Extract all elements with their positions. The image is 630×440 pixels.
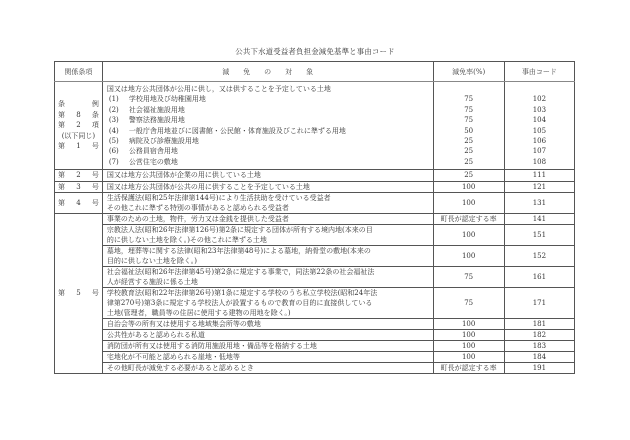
target-cell: その他町長が減免する必要があると認めるとき [102, 363, 433, 374]
code-value: 105 [532, 126, 547, 135]
table-row-article-3 [55, 181, 575, 193]
table-row-article-5 [55, 214, 575, 225]
table-row-article-4 [55, 193, 575, 214]
rate-value: 25 [464, 147, 474, 156]
rate-value: 100 [433, 341, 504, 352]
article-cell-5: 第 5 号 [55, 214, 103, 374]
target-cell: 公共性があると認められる私道 [102, 330, 433, 341]
table-row-article-1 [55, 82, 575, 170]
code-value: 161 [504, 267, 574, 288]
table-row [55, 341, 575, 352]
rate-value: 100 [433, 246, 504, 267]
rate-value: 75 [433, 288, 504, 319]
table-row [55, 225, 575, 246]
article-cell-1 [55, 82, 103, 170]
code-value: 121 [504, 181, 574, 193]
article-line: (以下同じ) [61, 131, 96, 140]
rate-cell-1 [433, 82, 504, 170]
code-value: 102 [532, 95, 547, 104]
code-value: 182 [504, 330, 574, 341]
table-row [55, 246, 575, 267]
code-value: 104 [532, 116, 547, 125]
code-value: 106 [532, 136, 547, 145]
target-cell: 墓地，埋葬等に関する法律(昭和23年法律第48号)による墓地，納骨堂の敷地(本来の 目的に供しない土地を除く。) [102, 246, 433, 267]
code-value: 108 [532, 157, 547, 166]
list-item: (6) 公務員宿舎用地 [108, 147, 178, 156]
list-item: (3) 警察法務施設用地 [108, 116, 185, 125]
article-cell-4: 第 4 号 [55, 193, 103, 214]
code-value: 184 [504, 352, 574, 363]
article-cell-3: 第 3 号 [55, 181, 103, 193]
rate-value: 100 [433, 319, 504, 330]
table-row [55, 363, 575, 374]
rate-value: 町長が認定する率 [433, 363, 504, 374]
target-cell: 学校教育法(昭和22年法律第26号)第1条に規定する学校のうち私立学校法(昭和24年法 律第270号)第3条に規定する学校法人が設置するもので教育の目的に直接供している 土地(管理者，職員等の住居に使用する建物の用地を除く。) [102, 288, 433, 319]
target-cell: 宅地化が不可能と認められる崖地・低地等 [102, 352, 433, 363]
target-cell: 消防団が所有又は使用する消防用施設用地・備品等を格納する土地 [102, 341, 433, 352]
code-value: 141 [504, 214, 574, 225]
rate-value: 100 [433, 193, 504, 214]
code-value: 152 [504, 246, 574, 267]
article-line: 第 2 項 [58, 121, 99, 130]
rate-value: 75 [433, 267, 504, 288]
reduction-criteria-table [54, 61, 575, 374]
code-value: 191 [504, 363, 574, 374]
target-cell-1 [102, 82, 433, 170]
article-line: 第 8 条 [58, 110, 99, 119]
table-row-article-2 [55, 170, 575, 182]
code-cell-1 [504, 82, 574, 170]
table-row [55, 330, 575, 341]
rate-value: 町長が認定する率 [433, 214, 504, 225]
list-item: (1) 学校用地及び幼稚園用地 [108, 95, 206, 104]
table-row [55, 319, 575, 330]
rate-value: 100 [433, 225, 504, 246]
rate-value: 25 [464, 136, 474, 145]
header-target: 減 免 の 対 象 [102, 62, 433, 82]
header-rate: 減免率(%) [433, 62, 504, 82]
rate-value: 25 [433, 170, 504, 182]
rate-value: 100 [433, 352, 504, 363]
code-value: 111 [504, 170, 574, 182]
code-value: 171 [504, 288, 574, 319]
target-cell: 国又は地方公共団体が公共の用に供することを予定している土地 [102, 181, 433, 193]
article-cell-2: 第 2 号 [55, 170, 103, 182]
article-line: 第 1 号 [58, 142, 99, 151]
target-cell: 社会福祉法(昭和26年法律第45号)第2条に規定する事業で，同法第22条の社会福祉法 人が経営する施設に係る土地 [102, 267, 433, 288]
rate-value: 100 [433, 181, 504, 193]
code-value: 107 [532, 147, 547, 156]
list-item: (5) 病院及び診療施設用地 [108, 136, 199, 145]
list-item: (2) 社会福祉施設用地 [108, 105, 185, 114]
rate-value: 50 [464, 126, 474, 135]
code-value: 183 [504, 341, 574, 352]
intro-text: 国又は地方公共団体が公用に供し，又は供することを予定している土地 [106, 85, 331, 93]
table-row [55, 288, 575, 319]
code-value: 103 [532, 105, 547, 114]
header-article: 関係条項 [55, 62, 103, 82]
code-value: 131 [504, 193, 574, 214]
list-item: (4) 一般庁舎用地並びに図書館・公民館・体育施設及びこれに準ずる用地 [108, 126, 346, 135]
code-value: 181 [504, 319, 574, 330]
table-row [55, 267, 575, 288]
rate-value: 75 [464, 95, 474, 104]
article-line: 条 例 [58, 100, 99, 109]
document-title: 公共下水道受益者負担金減免基準と事由コード [235, 47, 395, 56]
target-cell: 生活保護法(昭和25年法律第144号)により生活扶助を受けている受益者 その他これに準ずる特別の事情があると認められる受益者 [102, 193, 433, 214]
target-cell: 国又は地方公共団体が企業の用に供している土地 [102, 170, 433, 182]
rate-value: 100 [433, 330, 504, 341]
table-row [55, 352, 575, 363]
target-cell: 宗教法人法(昭和26年法律第126号)第2条に規定する団体が所有する境内地(本来の目 的に供しない土地を除く。)その他これに準ずる土地 [102, 225, 433, 246]
rate-value: 75 [464, 105, 474, 114]
target-cell: 事業のための土地，物件，労力又は金銭を提供した受益者 [102, 214, 433, 225]
code-value: 151 [504, 225, 574, 246]
rate-value: 25 [464, 157, 474, 166]
header-code: 事由コード [504, 62, 574, 82]
list-item: (7) 公営住宅の敷地 [108, 157, 178, 166]
rate-value: 75 [464, 116, 474, 125]
table-header-row [55, 62, 575, 82]
target-cell: 自治会等の所有又は使用する地域集会所等の敷地 [102, 319, 433, 330]
